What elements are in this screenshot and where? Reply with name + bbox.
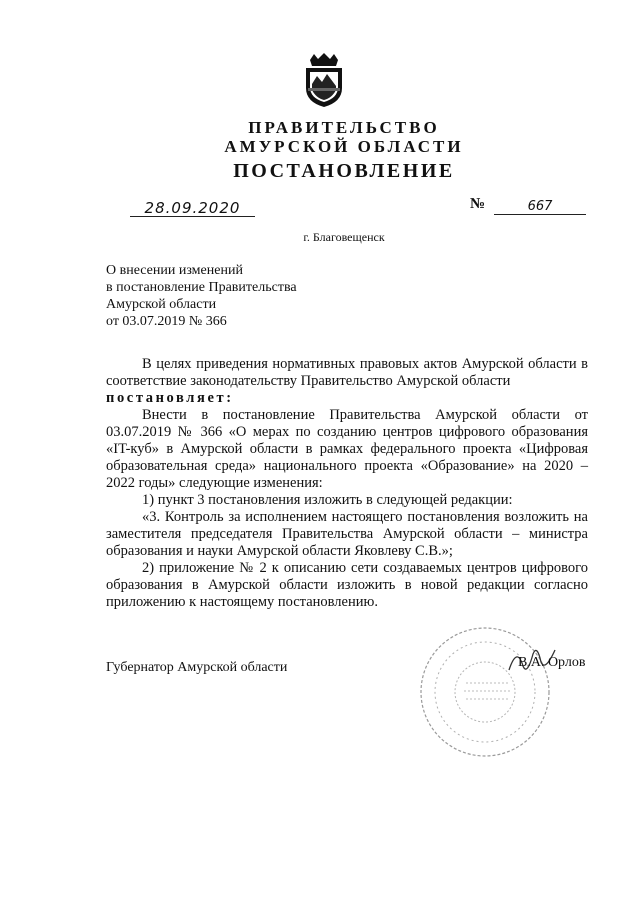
body-paragraph: Внести в постановление Правительства Амурской области от 03.07.2019 № 366 «О мерах по созданию центров цифрового образования «IT-куб» в Амурской области в рамках федерального проекта «Цифровая образовательная среда» национального проекта «Образование» на 2020 – 2022 годы» следующие изменения: [106, 407, 588, 491]
region-heading: АМУРСКОЙ ОБЛАСТИ [224, 137, 464, 156]
government-heading: ПРАВИТЕЛЬСТВО [248, 118, 440, 137]
document-body [106, 356, 588, 611]
body-paragraph: 1) пункт 3 постановления изложить в следующей редакции: [142, 492, 513, 508]
decree-word: постановляет: [106, 390, 234, 406]
body-paragraph: 2) приложение № 2 к описанию сети создаваемых центров цифрового образования в Амурской области изложить в новой редакции согласно приложению к настоящему постановлению. [106, 560, 588, 610]
subject-line: О внесении изменений [106, 263, 243, 278]
subject-line: от 03.07.2019 № 366 [106, 314, 227, 329]
signatory-position: Губернатор Амурской области [106, 660, 288, 675]
signatory-name: В.А. Орлов [518, 655, 586, 670]
coat-of-arms-emblem [302, 52, 346, 108]
number-sign: № [470, 196, 486, 212]
document-subject [106, 262, 297, 330]
body-paragraph: «3. Контроль за исполнением настоящего постановления возложить на заместителя председателя Правительства Амурской области – министра образования и науки Амурской области Яковлеву С.В.»; [106, 509, 588, 559]
document-date: 28.09.2020 [130, 200, 255, 217]
intro-paragraph: В целях приведения нормативных правовых актов Амурской области в соответствие законодательству Правительство Амурской области [106, 356, 588, 389]
document-type-title: ПОСТАНОВЛЕНИЕ [233, 160, 455, 182]
city-line: г. Благовещенск [303, 230, 385, 244]
subject-line: Амурской области [106, 297, 217, 312]
subject-line: в постановление Правительства [106, 280, 297, 295]
document-number: 667 [494, 200, 586, 215]
